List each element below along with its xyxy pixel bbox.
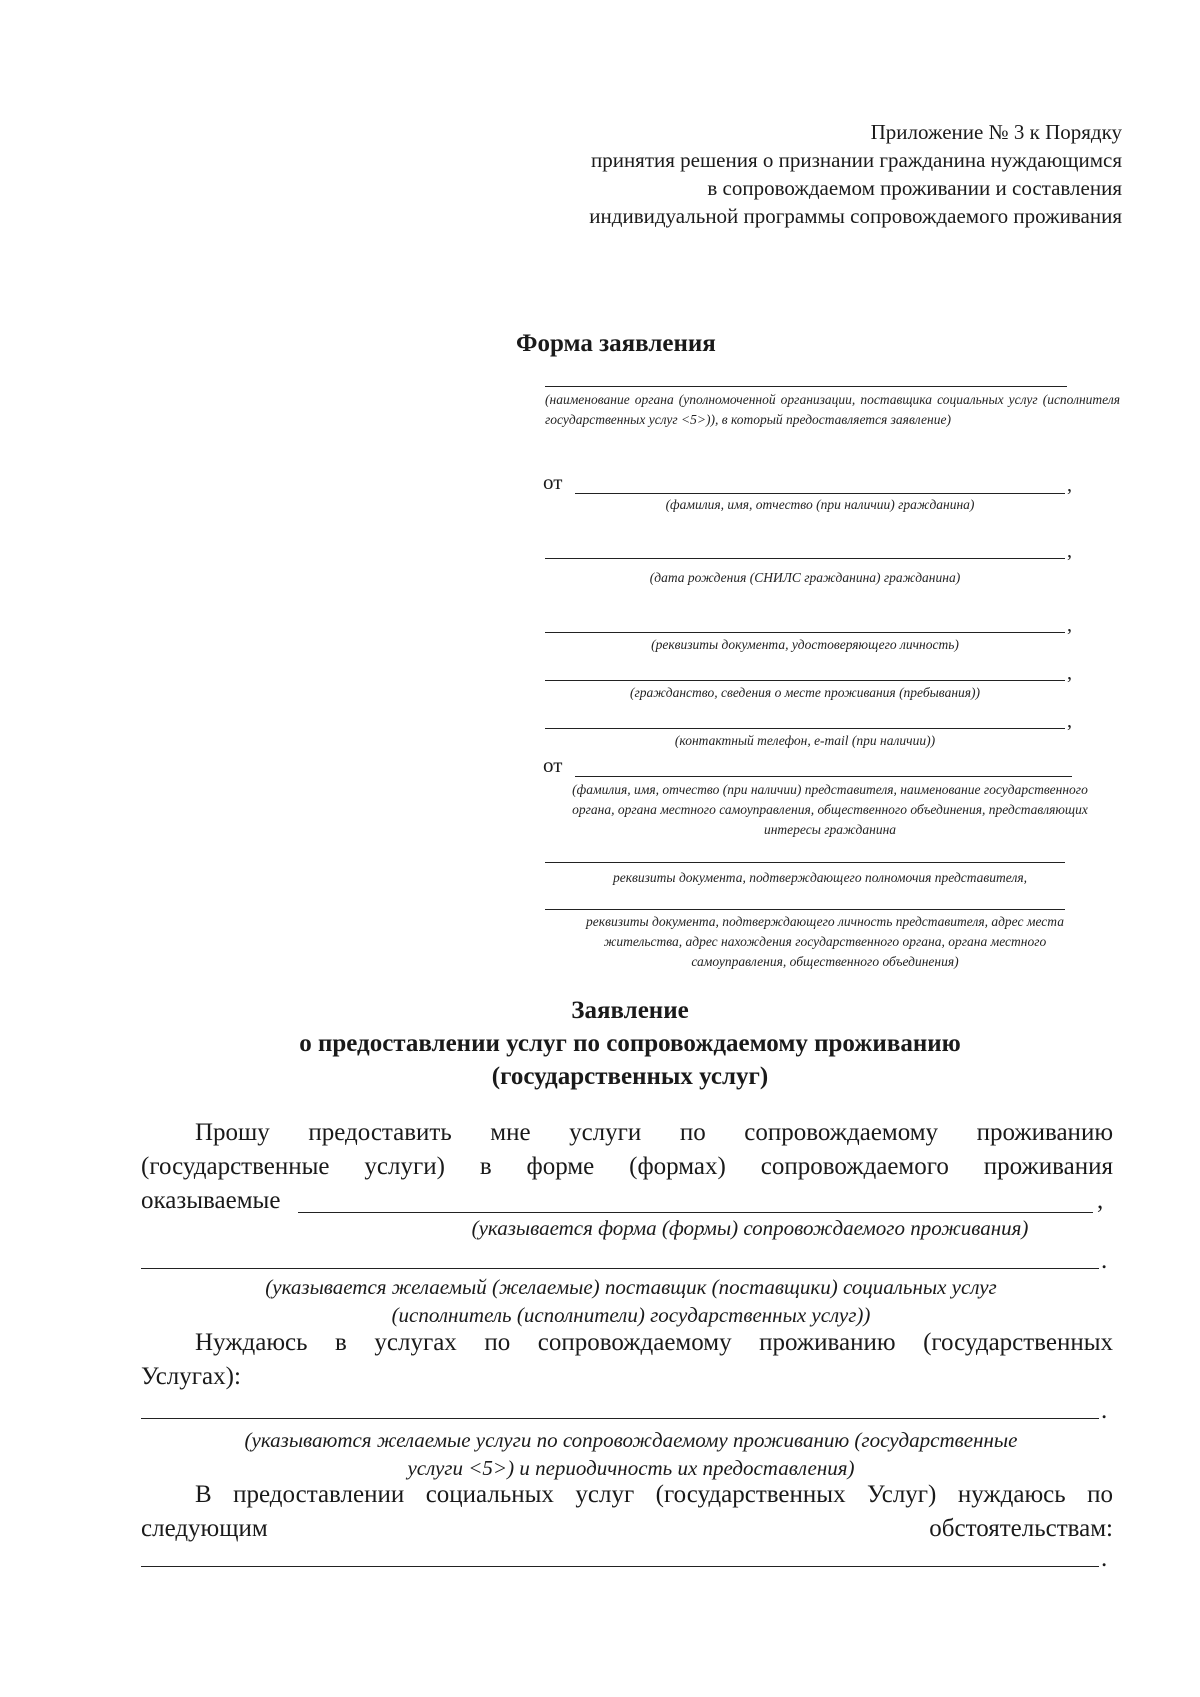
authority-doc-line bbox=[545, 862, 1065, 863]
header-line-4: индивидуальной программы сопровождаемого проживания bbox=[589, 204, 1122, 228]
id-doc-caption: (реквизиты документа, удостоверяющего личность) bbox=[651, 637, 959, 652]
services-caption-2: услуги <5>) и периодичность их предоставления) bbox=[407, 1456, 855, 1480]
form-title: Форма заявления bbox=[516, 330, 716, 357]
p1-line-1-text: Прошу предоставить мне услуги по сопровождаемому проживанию bbox=[195, 1119, 1113, 1146]
form-line bbox=[298, 1212, 1093, 1213]
services-caption-1: (указываются желаемые услуги по сопровождаемому проживанию (государственные bbox=[244, 1428, 1018, 1452]
from-label: от bbox=[543, 470, 563, 494]
statement-title: Заявление bbox=[571, 997, 689, 1024]
phone-line bbox=[545, 728, 1065, 729]
header-line-3: в сопровождаемом проживании и составления bbox=[707, 176, 1122, 200]
provider-dot: . bbox=[1101, 1247, 1108, 1274]
id-doc-comma: , bbox=[1067, 614, 1072, 636]
p2-line-2: Услугах): bbox=[141, 1363, 241, 1390]
representative-line bbox=[575, 776, 1072, 777]
provider-caption bbox=[141, 1273, 1121, 1329]
appendix-header bbox=[422, 118, 1122, 230]
p1-line-2-text: (государственные услуги) в форме (формах) сопровождаемого проживания bbox=[141, 1153, 1113, 1180]
provider-caption-2: (исполнитель (исполнители) государственных услуг)) bbox=[391, 1303, 871, 1327]
birth-comma: , bbox=[1067, 540, 1072, 562]
form-caption: (указывается форма (формы) сопровождаемого проживания) bbox=[471, 1216, 1029, 1240]
citizen-name-line bbox=[575, 493, 1065, 494]
services-dot: . bbox=[1101, 1397, 1108, 1424]
p2-line-1 bbox=[195, 1326, 1113, 1360]
phone-comma: , bbox=[1067, 710, 1072, 732]
rep-id-line bbox=[545, 909, 1065, 910]
citizen-name-comma: , bbox=[1067, 474, 1072, 496]
citizen-name-caption: (фамилия, имя, отчество (при наличии) гражданина) bbox=[665, 497, 975, 512]
header-line-1: Приложение № 3 к Порядку bbox=[870, 120, 1122, 144]
id-doc-line bbox=[545, 632, 1065, 633]
addressee-caption: (наименование органа (уполномоченной организации, поставщика социальных услуг (исполнителя государственных услуг <5>)), в который предоставляется заявление) bbox=[545, 392, 1120, 427]
circumstances-line bbox=[141, 1566, 1099, 1567]
p3-line-1 bbox=[195, 1478, 1113, 1512]
statement-subtitle-1: о предоставлении услуг по сопровождаемому проживанию bbox=[299, 1030, 961, 1057]
services-line bbox=[141, 1418, 1099, 1419]
p1-line-2 bbox=[141, 1150, 1113, 1184]
provider-line bbox=[141, 1268, 1099, 1269]
statement-title-block bbox=[200, 994, 1060, 1093]
citizenship-comma: , bbox=[1067, 662, 1072, 684]
representative-caption: (фамилия, имя, отчество (при наличии) представителя, наименование государственного органа, органа местного самоуправления, общественного объединения, представляющих интересы гражданина bbox=[572, 782, 1088, 837]
addressee-line bbox=[545, 386, 1067, 387]
p3-line-2-right: обстоятельствам: bbox=[929, 1515, 1113, 1542]
p3-line-2-left: следующим bbox=[141, 1515, 268, 1542]
p1-line-3: оказываемые bbox=[141, 1187, 281, 1214]
authority-doc-caption: реквизиты документа, подтверждающего полномочия представителя, bbox=[613, 870, 1027, 885]
p1-end-comma: , bbox=[1097, 1187, 1104, 1214]
rep-id-caption: реквизиты документа, подтверждающего личность представителя, адрес места жительства, адрес нахождения государственного органа, органа местного самоуправления, общественного объединения) bbox=[586, 914, 1064, 969]
provider-caption-1: (указывается желаемый (желаемые) поставщик (поставщики) социальных услуг bbox=[265, 1275, 997, 1299]
citizenship-line bbox=[545, 680, 1065, 681]
birth-caption: (дата рождения (СНИЛС гражданина) гражданина) bbox=[649, 570, 961, 585]
statement-subtitle-2: (государственных услуг) bbox=[491, 1063, 769, 1090]
p1-line-1 bbox=[195, 1116, 1113, 1150]
circumstances-dot: . bbox=[1101, 1545, 1108, 1572]
p2-line-1-text: Нуждаюсь в услугах по сопровождаемому проживанию (государственных bbox=[195, 1329, 1113, 1356]
p3-line-1-text: В предоставлении социальных услуг (государственных Услуг) нуждаюсь по bbox=[195, 1481, 1113, 1508]
phone-caption: (контактный телефон, e-mail (при наличии)) bbox=[674, 733, 936, 748]
from-label-representative: от bbox=[543, 753, 563, 777]
header-line-2: принятия решения о признании гражданина нуждающимся bbox=[590, 148, 1122, 172]
services-caption bbox=[141, 1426, 1121, 1482]
citizenship-caption: (гражданство, сведения о месте проживания (пребывания)) bbox=[629, 685, 981, 700]
birth-line bbox=[545, 558, 1065, 559]
